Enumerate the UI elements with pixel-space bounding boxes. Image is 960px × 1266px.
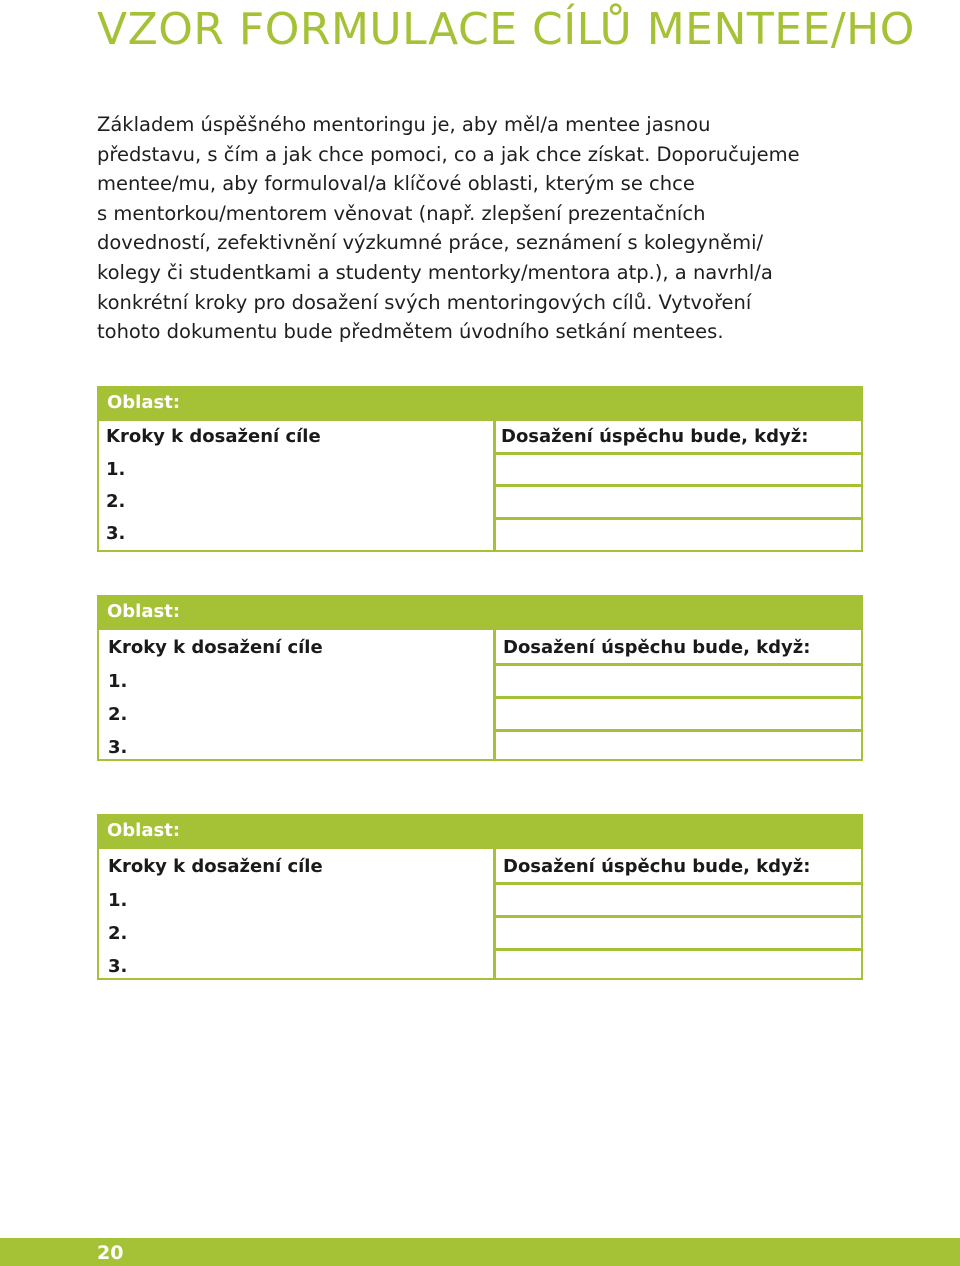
page-footer [0,1238,960,1266]
steps-header: Kroky k dosažení cíle [106,426,321,447]
goal-grid [99,849,861,978]
step-2[interactable]: 2. [108,704,128,725]
goal-grid [99,630,861,759]
step-2[interactable]: 2. [108,923,128,944]
intro-line: představu, s čím a jak chce pomoci, co a jak chce získat. Doporučujeme [97,142,800,166]
intro-line: tohoto dokumentu bude předmětem úvodního setkání mentees. [97,320,724,344]
step-2[interactable]: 2. [106,491,126,512]
success-header: Dosažení úspěchu bude, když: [503,637,811,658]
step-3[interactable]: 3. [108,956,128,977]
area-label: Oblast: [107,392,181,413]
column-divider [493,849,496,978]
row-divider [496,484,861,487]
area-label: Oblast: [107,820,181,841]
goal-table-3 [97,814,863,980]
page-number: 20 [97,1242,124,1264]
success-header: Dosažení úspěchu bude, když: [501,426,809,447]
step-1[interactable]: 1. [108,890,128,911]
intro-line: Základem úspěšného mentoringu je, aby měl/a mentee jasnou [97,113,711,136]
area-header [99,388,861,421]
row-divider [496,729,861,732]
row-divider [496,696,861,699]
goal-table-1 [97,386,863,552]
intro-line: s mentorkou/mentorem věnovat (např. zlepšení prezentačních [97,201,706,225]
area-label: Oblast: [107,601,181,622]
intro-line: konkrétní kroky pro dosažení svých mentoringových cílů. Vytvoření [97,290,752,314]
steps-header: Kroky k dosažení cíle [108,637,323,658]
row-divider [496,517,861,520]
intro-line: dovedností, zefektivnění výzkumné práce, seznámení s kolegyněmi/ [97,231,764,255]
row-divider [496,663,861,666]
area-header [99,597,861,630]
area-header [99,816,861,849]
intro-line: mentee/mu, aby formuloval/a klíčové oblasti, kterým se chce [97,172,695,196]
column-divider [493,630,496,759]
row-divider [496,452,861,455]
success-header: Dosažení úspěchu bude, když: [503,856,811,877]
step-3[interactable]: 3. [108,737,128,758]
step-1[interactable]: 1. [108,671,128,692]
intro-line: kolegy či studentkami a studenty mentorky/mentora atp.), a navrhl/a [97,260,773,284]
step-3[interactable]: 3. [106,523,126,544]
goal-table-2 [97,595,863,761]
step-1[interactable]: 1. [106,459,126,480]
steps-header: Kroky k dosažení cíle [108,856,323,877]
row-divider [496,915,861,918]
row-divider [496,882,861,885]
intro-paragraph [97,110,877,347]
page-title: VZOR FORMULACE CÍLŮ MENTEE/HO [97,4,915,55]
goal-grid [99,421,861,550]
row-divider [496,948,861,951]
